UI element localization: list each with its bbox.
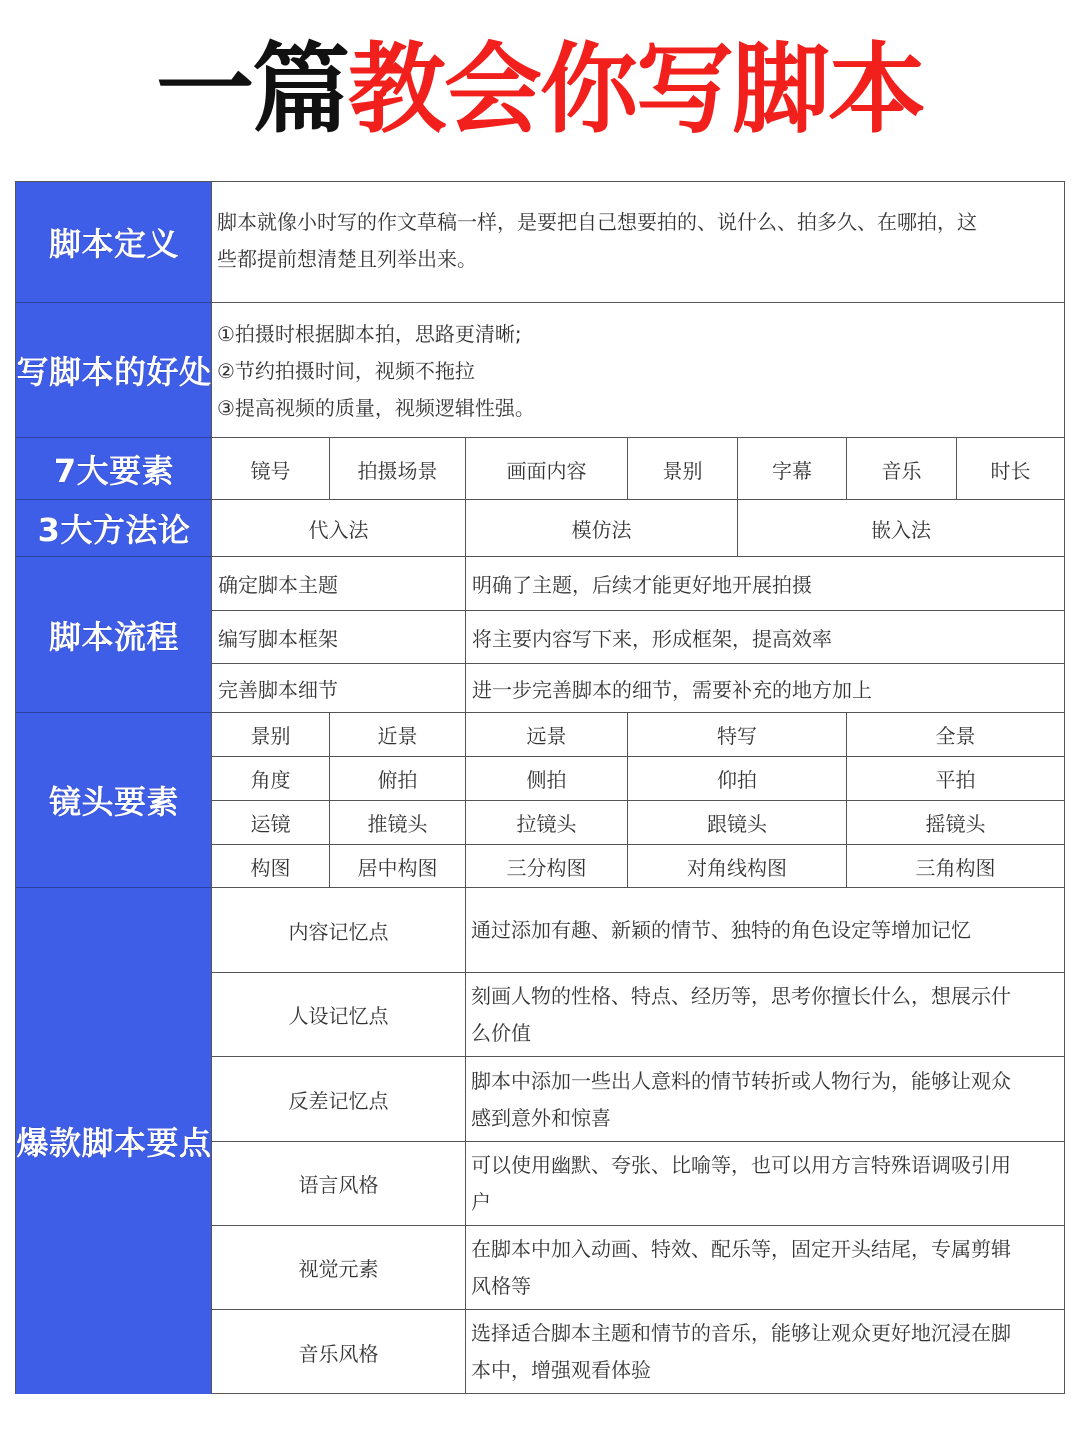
process-desc: 进一步完善脚本的细节，需要补充的地方加上 (472, 677, 872, 702)
viral-point-name: 反差记忆点 (288, 1088, 389, 1113)
process-step: 完善脚本细节 (218, 677, 338, 702)
viral-point-desc (466, 912, 1064, 949)
viral-desc-line: 通过添加有趣、新颖的情节、独特的角色设定等增加记忆 (471, 918, 971, 942)
element-cell: 拍摄场景 (357, 458, 438, 483)
label-viral: 爆款脚本要点 (16, 888, 212, 1394)
label-definition: 脚本定义 (16, 182, 212, 303)
shot-cell: 摇镜头 (925, 812, 986, 836)
shot-cell: 三分构图 (506, 855, 587, 880)
viral-point-desc (466, 1063, 1064, 1137)
method-cell: 嵌入法 (871, 518, 931, 542)
element-cell: 画面内容 (506, 458, 587, 483)
element-cell: 字幕 (772, 458, 812, 483)
method-cell: 模仿法 (571, 518, 632, 542)
viral-desc-line: 在脚本中加入动画、特效、配乐等，固定开头结尾，专属剪辑 (471, 1237, 1011, 1261)
shot-cell: 全景 (935, 724, 976, 748)
viral-desc-line: 风格等 (471, 1274, 531, 1298)
benefit-item: ①拍摄时根据脚本拍，思路更清晰; (217, 322, 522, 346)
definition-line: 脚本就像小时写的作文草稿一样，是要把自己想要拍的、说什么、拍多久、在哪拍，这 (217, 210, 977, 234)
title-part-black: 一篇 (155, 33, 348, 147)
shot-cell: 居中构图 (357, 855, 438, 880)
viral-desc-line: 户 (471, 1190, 491, 1214)
viral-point-name: 语言风格 (298, 1173, 379, 1197)
benefits-list (212, 316, 1064, 427)
viral-point-name: 人设记忆点 (288, 1004, 389, 1028)
benefit-item: ②节约拍摄时间，视频不拖拉 (217, 359, 475, 383)
shot-cell: 构图 (250, 855, 291, 880)
shot-cell: 对角线构图 (687, 855, 787, 880)
process-step: 确定脚本主题 (218, 573, 338, 597)
label-methods: 3大方法论 (16, 500, 212, 557)
process-desc: 明确了主题，后续才能更好地开展拍摄 (472, 573, 812, 597)
label-process: 脚本流程 (16, 557, 212, 713)
shot-cell: 角度 (250, 768, 291, 792)
viral-desc-line: 么价值 (471, 1021, 531, 1045)
label-benefits: 写脚本的好处 (16, 303, 212, 438)
shot-cell: 跟镜头 (707, 812, 767, 836)
divider (212, 302, 1064, 303)
label-elements: 7大要素 (16, 438, 212, 500)
shot-cell: 特写 (717, 724, 757, 748)
process-desc: 将主要内容写下来，形成框架，提高效率 (472, 626, 832, 651)
viral-point-name: 视觉元素 (298, 1257, 379, 1281)
element-cell: 音乐 (881, 458, 922, 483)
viral-point-name: 内容记忆点 (288, 919, 389, 944)
shot-cell: 平拍 (935, 768, 976, 792)
benefit-item: ③提高视频的质量，视频逻辑性强。 (217, 396, 535, 420)
viral-desc-line: 本中，增强观看体验 (471, 1358, 651, 1382)
page-title (0, 30, 1080, 150)
shot-cell: 景别 (250, 724, 291, 748)
method-cell: 代入法 (308, 518, 369, 542)
viral-point-desc (466, 978, 1064, 1052)
viral-desc-line: 选择适合脚本主题和情节的音乐，能够让观众更好地沉浸在脚 (471, 1321, 1011, 1345)
viral-desc-line: 脚本中添加一些出人意料的情节转折或人物行为，能够让观众 (471, 1069, 1011, 1093)
viral-point-name: 音乐风格 (298, 1341, 379, 1366)
viral-point-desc (466, 1147, 1064, 1221)
shot-cell: 俯拍 (377, 768, 418, 792)
element-cell: 镜号 (250, 458, 291, 483)
shot-cell: 侧拍 (526, 768, 567, 792)
label-shots: 镜头要素 (16, 713, 212, 888)
viral-point-desc (466, 1315, 1064, 1389)
viral-desc-line: 感到意外和惊喜 (471, 1106, 611, 1130)
shot-cell: 推镜头 (367, 812, 428, 836)
shot-cell: 远景 (526, 724, 567, 748)
definition-text (212, 204, 1064, 278)
shot-cell: 仰拍 (717, 768, 757, 792)
viral-point-desc (466, 1231, 1064, 1305)
shot-cell: 运镜 (250, 812, 291, 836)
title-part-red: 教会你写脚本 (348, 33, 925, 147)
viral-desc-line: 刻画人物的性格、特点、经历等，思考你擅长什么，想展示什 (471, 984, 1011, 1008)
script-guide-table (15, 181, 1065, 1394)
shot-cell: 近景 (377, 724, 418, 748)
shot-cell: 拉镜头 (516, 812, 577, 836)
element-cell: 时长 (990, 458, 1031, 483)
shot-cell: 三角构图 (915, 855, 996, 880)
viral-desc-line: 可以使用幽默、夸张、比喻等，也可以用方言特殊语调吸引用 (471, 1153, 1011, 1177)
process-step: 编写脚本框架 (218, 626, 338, 651)
definition-line: 些都提前想清楚且列举出来。 (217, 247, 477, 271)
element-cell: 景别 (662, 458, 703, 483)
